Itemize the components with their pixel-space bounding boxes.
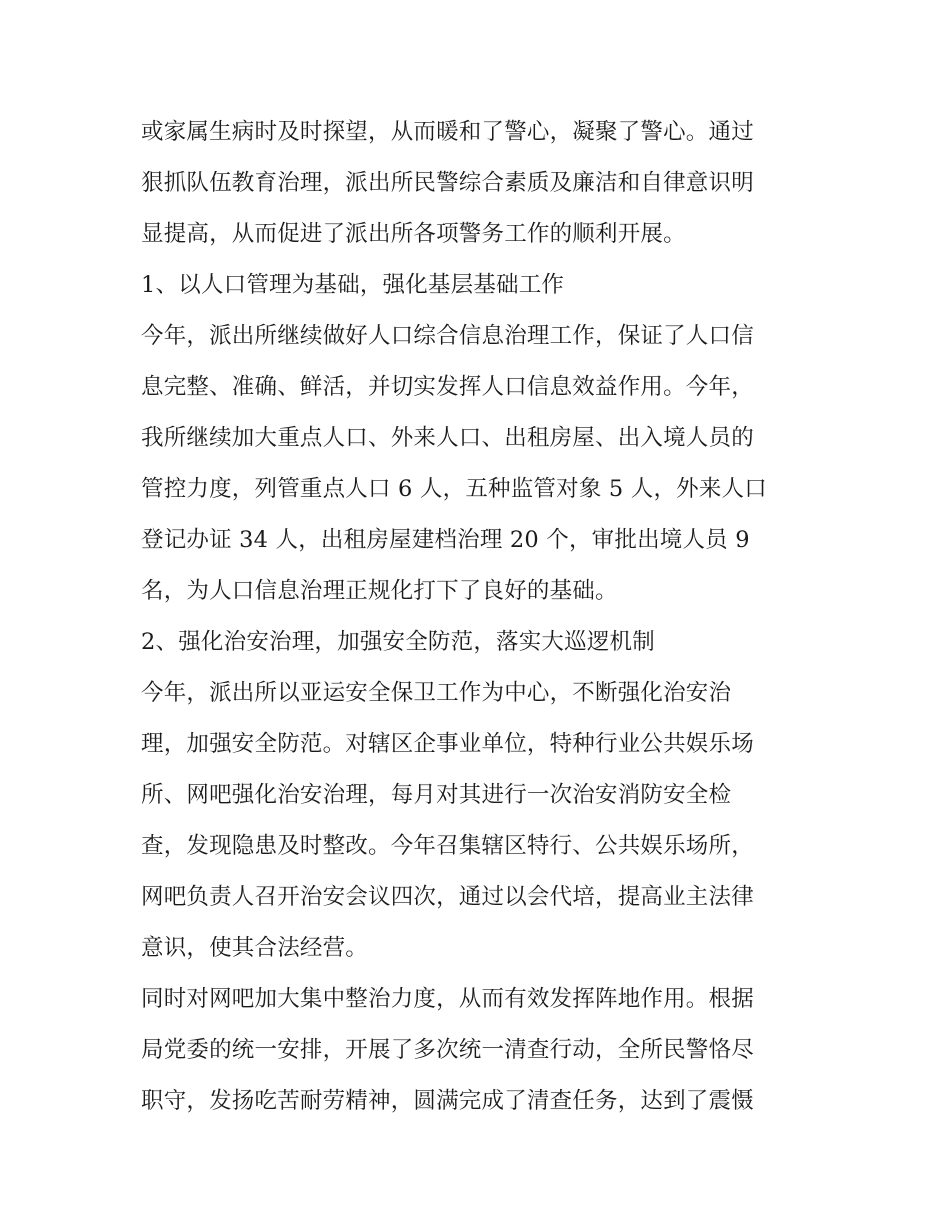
document-body [141, 107, 821, 1127]
text-line: 所、网吧强化治安治理，每月对其进行一次治安消防安全检 [141, 782, 732, 808]
text-line: 名，为人口信息治理正规化打下了良好的基础。 [141, 578, 618, 604]
section-heading-1: 1、以人口管理为基础，强化基层基础工作 [141, 272, 565, 298]
text-line: 理，加强安全防范。对辖区企事业单位，特种行业公共娱乐场 [141, 731, 754, 757]
text-line: 今年，派出所以亚运安全保卫工作为中心，不断强化治安治 [141, 680, 732, 706]
text-line: 我所继续加大重点人口、外来人口、出租房屋、出入境人员的 [141, 425, 754, 451]
text-line: 今年，派出所继续做好人口综合信息治理工作，保证了人口信 [141, 323, 754, 349]
text-line: 网吧负责人召开治安会议四次，通过以会代培，提高业主法律 [141, 884, 754, 910]
text-line: 登记办证 34 人，出租房屋建档治理 20 个，审批出境人员 9 [141, 527, 750, 553]
text-line: 显提高，从而促进了派出所各项警务工作的顺利开展。 [141, 221, 686, 247]
text-line: 息完整、准确、鲜活，并切实发挥人口信息效益作用。今年， [141, 374, 754, 400]
text-line: 管控力度，列管重点人口 6 人，五种监管对象 5 人，外来人口 [141, 476, 767, 502]
section-heading-2: 2、强化治安治理，加强安全防范，落实大巡逻机制 [141, 629, 655, 655]
text-line: 或家属生病时及时探望，从而暖和了警心，凝聚了警心。通过 [141, 119, 754, 145]
text-line: 查，发现隐患及时整改。今年召集辖区特行、公共娱乐场所， [141, 833, 754, 859]
text-line: 局党委的统一安排，开展了多次统一清查行动，全所民警恪尽 [141, 1037, 754, 1063]
text-line: 意识，使其合法经营。 [141, 935, 369, 961]
text-line: 同时对网吧加大集中整治力度，从而有效发挥阵地作用。根据 [141, 986, 754, 1012]
text-line: 狠抓队伍教育治理，派出所民警综合素质及廉洁和自律意识明 [141, 170, 754, 196]
text-line: 职守，发扬吃苦耐劳精神，圆满完成了清查任务，达到了震慑 [141, 1088, 754, 1114]
